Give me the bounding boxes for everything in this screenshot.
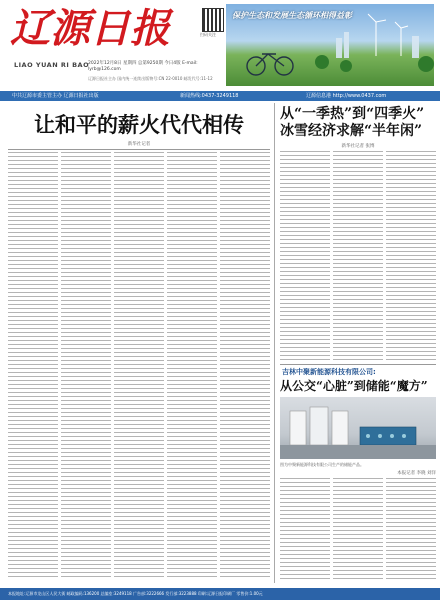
masthead-title: 辽源日报 bbox=[10, 5, 170, 52]
wind-turbine-icon bbox=[368, 14, 408, 56]
text-column bbox=[220, 152, 270, 580]
bar-left: 中共辽源市委主管主办 辽源日报社出版 bbox=[12, 93, 99, 99]
right-headline-1b: 冰雪经济求解“半年闲” bbox=[280, 123, 423, 139]
footer-bar bbox=[0, 588, 440, 600]
news-photo[interactable] bbox=[280, 397, 436, 459]
right-headline-2: 从公交“心脏”到储能“魔方” bbox=[280, 379, 428, 393]
bar-middle: 新闻热线:0437-3249118 bbox=[180, 93, 239, 99]
city-skyline-icon bbox=[336, 32, 419, 58]
text-column bbox=[280, 478, 330, 580]
text-column bbox=[114, 152, 164, 580]
main-article-divider bbox=[8, 149, 270, 150]
text-column bbox=[8, 152, 58, 580]
top-info-bar bbox=[0, 91, 440, 101]
main-article-body bbox=[8, 152, 270, 580]
right-article-1-body bbox=[280, 151, 436, 363]
text-column bbox=[386, 151, 436, 363]
photo-caption: 图为中聚新能源科技有限公司生产的储能产品。 bbox=[280, 462, 364, 467]
text-column bbox=[333, 478, 383, 580]
column-divider bbox=[274, 103, 275, 583]
masthead-pinyin: LIAO YUAN RI BAO bbox=[14, 61, 90, 69]
qr-code[interactable] bbox=[202, 8, 224, 32]
main-headline: 让和平的薪火代代相传 bbox=[34, 112, 244, 137]
date-info: 2022年12月8日 星期四 总第9250期 今日4版 E-mail: lyrb@126.com bbox=[88, 61, 198, 72]
right-byline-1: 新华社记者 张博 bbox=[341, 144, 375, 149]
banner-slogan: 保护生态和发展生态循环相得益彰 bbox=[232, 11, 352, 20]
energy-storage-icon bbox=[280, 397, 436, 459]
qr-caption: 扫码关注 bbox=[200, 32, 216, 37]
banner-ad bbox=[226, 4, 434, 86]
bar-right[interactable]: 辽源信息港 http://www.0437.com bbox=[306, 93, 387, 99]
masthead bbox=[0, 0, 440, 90]
bicycle-icon bbox=[247, 54, 293, 75]
right-kicker-2: 吉林中聚新能源科技有限公司: bbox=[282, 368, 376, 376]
right-byline-2: 本报记者 李晓 刘洋 bbox=[397, 471, 436, 476]
main-byline: 新华社记者 bbox=[127, 142, 151, 147]
text-column bbox=[167, 152, 217, 580]
footer-text: 本报地址:辽源市龙山区人民大街 邮政编码:136200 总编室:3249118 广告部:3222666 发行部:3223888 印刷:辽源日报印刷厂 零售价:1.00元 bbox=[8, 591, 263, 596]
right-headline-1a: 从“一季热”到“四季火” bbox=[280, 106, 425, 122]
right-article-2-body bbox=[280, 478, 436, 580]
right-section-divider bbox=[280, 364, 436, 365]
text-column bbox=[386, 478, 436, 580]
text-column bbox=[61, 152, 111, 580]
text-column bbox=[280, 151, 330, 363]
publisher-info: 辽源日报社主办 国内统一连续出版物号:CN 22-0010 邮发代号:11-12 bbox=[88, 76, 213, 81]
text-column bbox=[333, 151, 383, 363]
